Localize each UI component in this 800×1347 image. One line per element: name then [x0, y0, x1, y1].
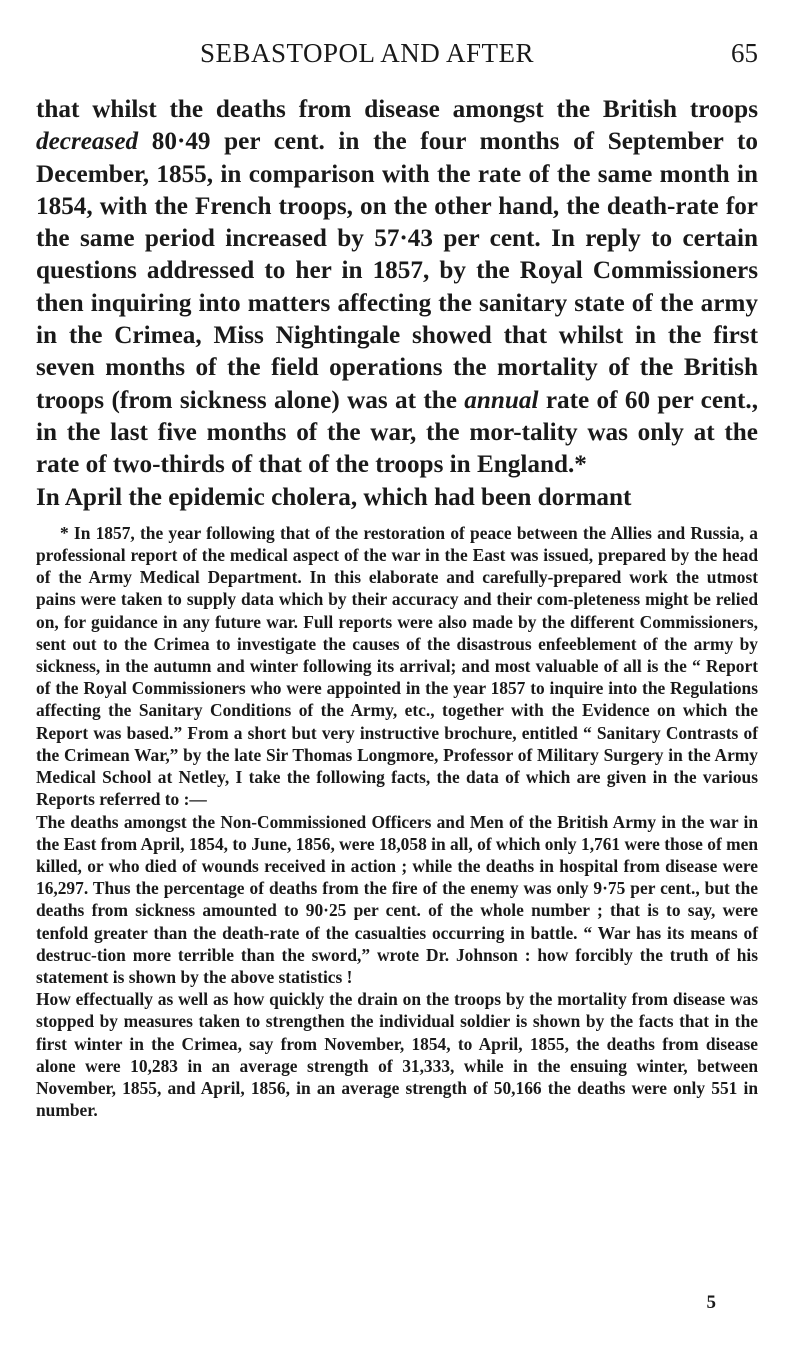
page-number: 65	[731, 38, 758, 68]
main-paragraph-2: In April the epidemic cholera, which had been dormant	[36, 483, 632, 511]
signature-mark: 5	[706, 1292, 716, 1313]
book-page	[36, 28, 758, 1328]
footnote-paragraph-2: The deaths amongst the Non-Commissioned Officers and Men of the British Army in the war in the East from April, 1854, to June, 1856, were 18,058 in all, of which only 1,761 were those of men killed, or who died of wounds received in action ; while the deaths in hospital from disease were 16,297. Thus the percentage of deaths from the fire of the enemy was only 9·75 per cent., but the deaths from sickness amounted to 90·25 per cent. of the whole number ; that is to say, were tenfold greater than the death-rate of the casualties occurring in battle. “ War has its means of destruc-tion more terrible than the sword,” wrote Dr. Johnson : how forcibly the truth of his statement is shown by the above statistics !	[36, 811, 758, 987]
emphasis-annual: annual	[464, 386, 539, 414]
main-paragraph-1	[36, 94, 758, 482]
footnote	[36, 522, 758, 1121]
footnote-paragraph-1: * In 1857, the year following that of the restoration of peace between the Allies and Russia, a professional report of the medical aspect of the war in the East was issued, prepared by the head of the Army Medical Department. In this elaborate and carefully-prepared work the utmost pains were taken to supply data which by their accuracy and their com-pleteness might be relied on, for guidance in any future war. Full reports were also made by the different Commissioners, sent out to the Crimea to investigate the causes of the disastrous enfeeblement of the army by sickness, in the autumn and winter following its arrival; and most valuable of all is the “ Report of the Royal Commissioners who were appointed in the year 1857 to inquire into the Regulations affecting the Sanitary Conditions of the Army, etc., together with the Evidence on which the Report was based.” From a short but very instructive brochure, entitled “ Sanitary Contrasts of the Crimean War,” by the late Sir Thomas Longmore, Professor of Military Surgery in the Army Medical School at Netley, I take the following facts, the data of which are given in the various Reports referred to :—	[36, 522, 758, 810]
running-head: SEBASTOPOL AND AFTER	[199, 38, 535, 68]
emphasis-decreased: decreased	[36, 128, 139, 156]
page-header	[36, 28, 758, 80]
main-paragraph-1-part-a: that whilst the deaths from disease amongst the British troops	[36, 96, 758, 123]
main-paragraph-1-part-c: rate of 60 per cent., in the last five months of the war, the mor-tality was only at the rate of two-thirds of that of the troops in England.*	[36, 386, 758, 479]
footnote-paragraph-3: How effectually as well as how quickly the drain on the troops by the mortality from disease was stopped by measures taken to strengthen the individual soldier is shown by the facts that in the first winter in the Crimea, say from November, 1854, to April, 1855, the deaths from disease alone were 10,283 in an average strength of 31,333, while in the ensuing winter, between November, 1855, and April, 1856, in an average strength of 50,166 the deaths were only 551 in number.	[36, 989, 758, 1121]
main-paragraph-1-part-b: 80·49 per cent. in the four months of September to December, 1855, in comparison with the rate of the same month in 1854, with the French troops, on the other hand, the death-rate for the same period increased by 57·43 per cent. In reply to certain questions addressed to her in 1857, by the Royal Commissioners then inquiring into matters affecting the sanitary state of the army in the Crimea, Miss Nightingale showed that whilst in the first seven months of the field operations the mortality of the British troops (from sickness alone) was at the	[36, 128, 758, 414]
main-text	[36, 94, 758, 514]
